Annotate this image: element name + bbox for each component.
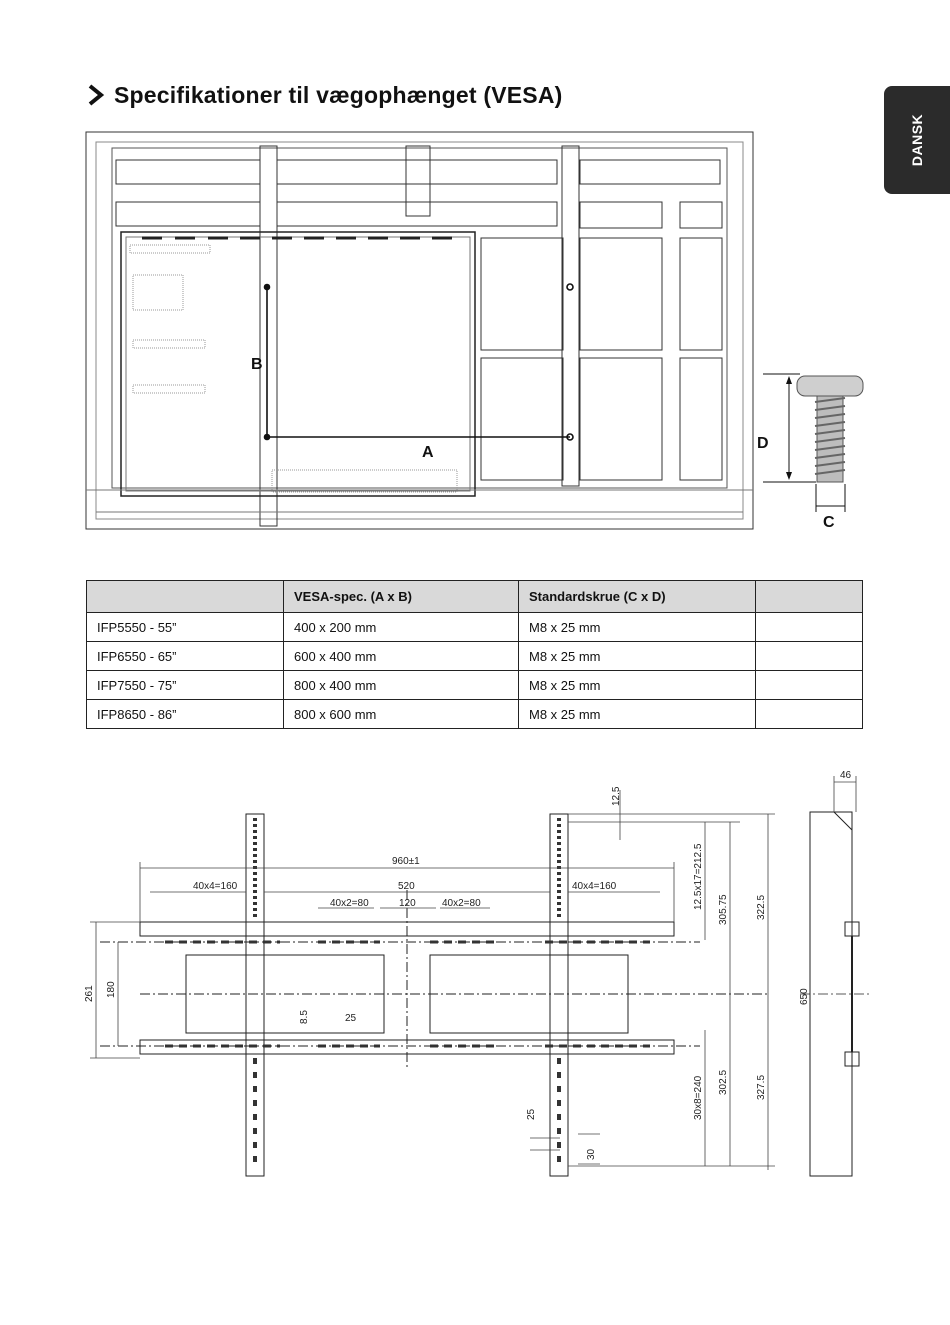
dim-height-inner: 180	[106, 981, 117, 998]
dim-depth: 46	[840, 770, 852, 781]
screw-illustration	[763, 374, 863, 512]
vesa-spec-table	[86, 580, 863, 729]
cell-vesa: 400 x 200 mm	[284, 613, 519, 642]
header-cell-screw: Standardskrue (C x D)	[519, 581, 756, 613]
cell-extra	[756, 671, 863, 700]
dim-inner-left: 40x2=80	[330, 898, 369, 909]
dim-bottom-slot: 25	[526, 1108, 537, 1120]
dim-right-spacing: 40x4=160	[572, 881, 617, 892]
bracket-diagram	[90, 776, 870, 1176]
cell-model: IFP5550 - 55”	[87, 613, 284, 642]
dim-total-height: 650	[799, 988, 810, 1005]
cell-vesa: 800 x 600 mm	[284, 700, 519, 729]
cell-extra	[756, 642, 863, 671]
cell-screw: M8 x 25 mm	[519, 700, 756, 729]
cell-screw: M8 x 25 mm	[519, 642, 756, 671]
table-row	[87, 642, 863, 671]
header-cell-extra	[756, 581, 863, 613]
dim-lower-b: 327.5	[756, 1074, 767, 1100]
dim-center-span: 520	[398, 881, 415, 892]
label-a: A	[422, 444, 434, 461]
dim-slot-w: 25	[345, 1013, 357, 1024]
dim-bottom-gap: 30	[586, 1148, 597, 1160]
header-cell-vesa: VESA-spec. (A x B)	[284, 581, 519, 613]
cell-screw: M8 x 25 mm	[519, 613, 756, 642]
dim-left-spacing: 40x4=160	[193, 881, 238, 892]
dim-slot-h: 8.5	[299, 1010, 310, 1024]
cell-vesa: 800 x 400 mm	[284, 671, 519, 700]
label-b: B	[251, 356, 263, 373]
page-title: Specifikationer til vægophænget (VESA)	[114, 81, 563, 108]
dim-height-outer: 261	[84, 985, 95, 1002]
dim-lower-spacing: 30x8=240	[693, 1075, 704, 1120]
table-row	[87, 613, 863, 642]
header-cell-model	[87, 581, 284, 613]
table-header-row	[87, 581, 863, 613]
label-c: C	[823, 514, 835, 531]
dim-inner-right: 40x2=80	[442, 898, 481, 909]
tv-back-diagram	[86, 132, 753, 529]
dim-upper-spacing: 12.5x17=212.5	[693, 843, 704, 910]
cell-vesa: 600 x 400 mm	[284, 642, 519, 671]
dim-top-offset: 12.5	[611, 786, 622, 806]
cell-extra	[756, 700, 863, 729]
cell-model: IFP6550 - 65”	[87, 642, 284, 671]
vesa-dimension-lines	[265, 284, 574, 440]
cell-extra	[756, 613, 863, 642]
cell-model: IFP8650 - 86”	[87, 700, 284, 729]
label-d: D	[757, 435, 769, 452]
language-tab-label: DANSK	[909, 113, 925, 167]
dim-center-gap: 120	[399, 898, 416, 909]
dim-upper-b: 322.5	[756, 894, 767, 920]
table-row	[87, 700, 863, 729]
cell-model: IFP7550 - 75”	[87, 671, 284, 700]
dim-lower-a: 302.5	[718, 1069, 729, 1095]
dim-upper-a: 305.75	[718, 894, 729, 925]
table-row	[87, 671, 863, 700]
dim-width-total: 960±1	[392, 856, 420, 867]
cell-screw: M8 x 25 mm	[519, 671, 756, 700]
